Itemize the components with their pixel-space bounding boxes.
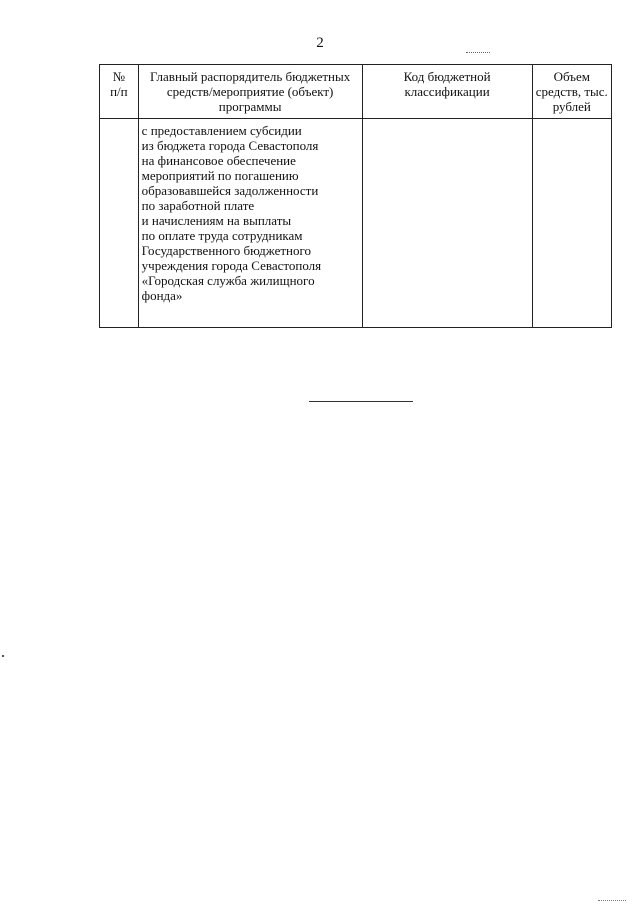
row-budget-code-cell (362, 119, 532, 328)
budget-table (99, 64, 612, 328)
table-header-row (100, 65, 612, 119)
row-number-cell (100, 119, 139, 328)
end-of-document-line (309, 401, 413, 402)
scan-artifact-dot (2, 655, 4, 657)
header-amount: Объем средств, тыс. рублей (532, 65, 611, 119)
row-amount-cell (532, 119, 611, 328)
scan-artifact (466, 52, 490, 54)
header-number: № п/п (100, 65, 139, 119)
table-row (100, 119, 612, 328)
header-budget-code: Код бюджетной классификации (362, 65, 532, 119)
header-distributor: Главный распорядитель бюджетных средств/мероприятие (объект) программы (138, 65, 362, 119)
scan-artifact-footer (598, 900, 626, 902)
page-number: 2 (316, 35, 324, 51)
row-description-cell: с предоставлением субсидии из бюджета города Севастополя на финансовое обеспечение мероприятий по погашению образовавшейся задолженности по заработной плате и начислениям на выплаты по оплате труда сотрудникам Государственного бюджетного учреждения города Севастополя «Городская служба жилищного фонда» (138, 119, 362, 328)
